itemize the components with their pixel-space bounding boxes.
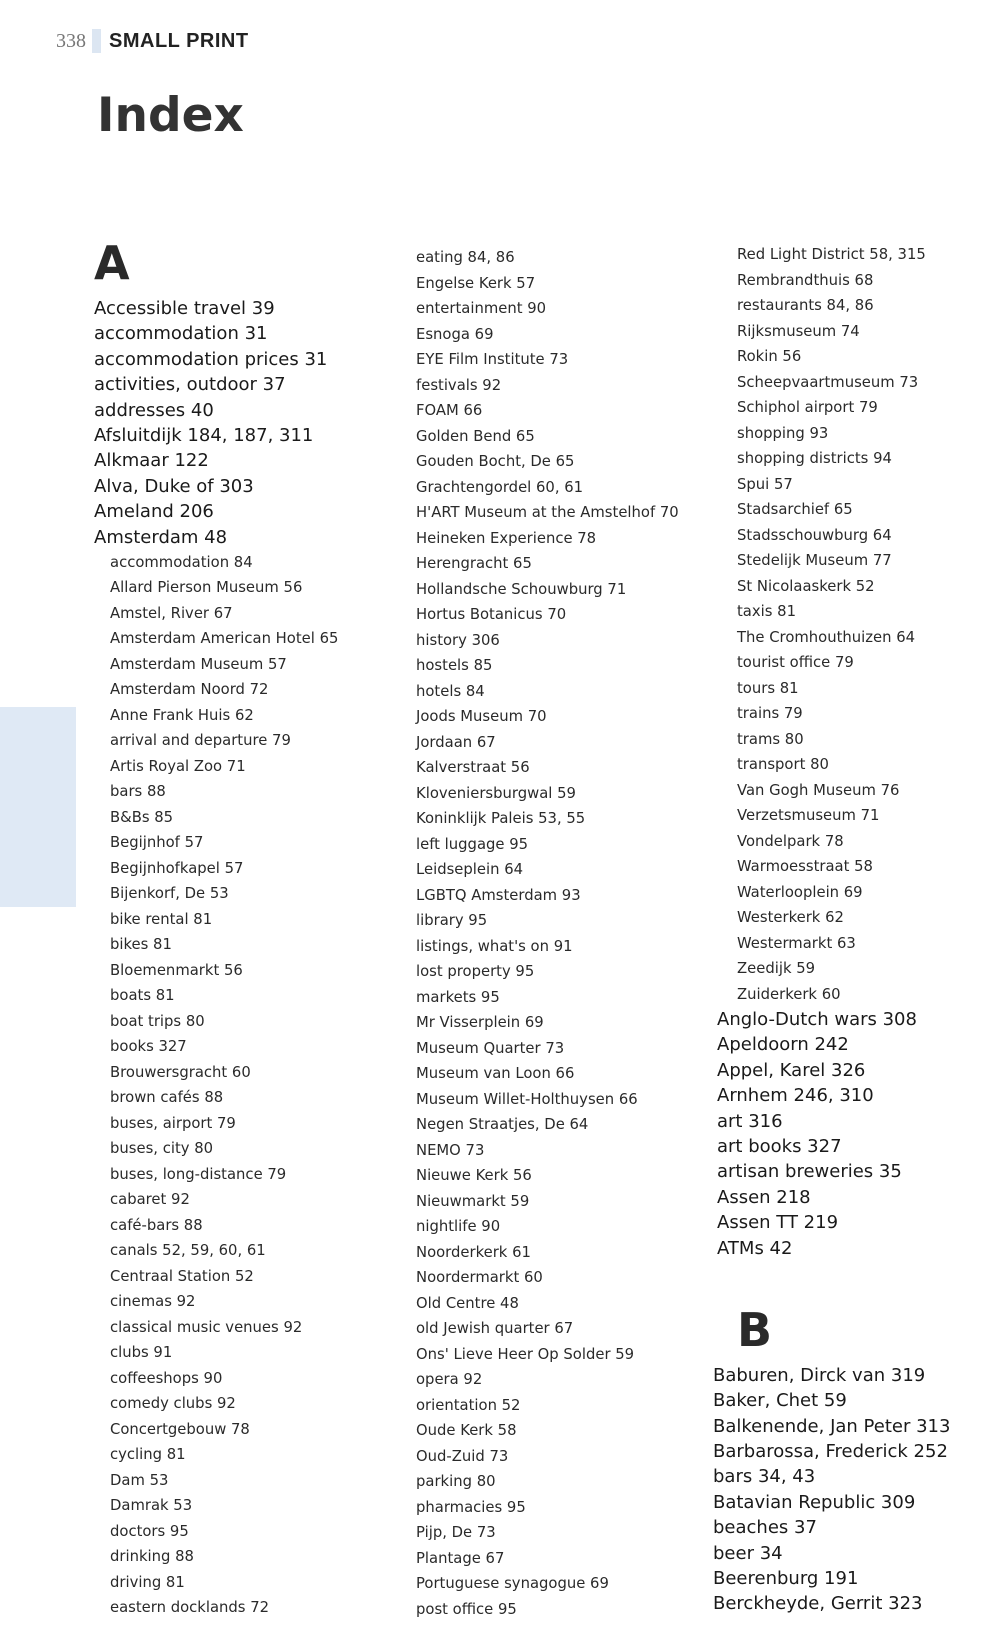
index-subentry: Stadsarchief 65	[737, 501, 853, 518]
index-subentry: boats 81	[110, 987, 175, 1005]
index-entry: Arnhem 246, 310	[717, 1085, 874, 1107]
index-subentry: Koninklijk Paleis 53, 55	[416, 810, 586, 827]
index-subentry: hostels 85	[416, 657, 493, 674]
index-subentry: Bloemenmarkt 56	[110, 961, 243, 979]
index-entry: art 316	[717, 1110, 783, 1132]
index-subentry: eastern docklands 72	[110, 1599, 270, 1617]
index-subentry: Amsterdam American Hotel 65	[110, 630, 339, 648]
index-subentry: lost property 95	[416, 963, 535, 980]
index-subentry: EYE Film Institute 73	[416, 351, 569, 368]
header-divider-bar	[92, 29, 101, 53]
index-subentry: Concertgebouw 78	[110, 1420, 250, 1438]
index-subentry: buses, long-distance 79	[110, 1165, 287, 1183]
index-subentry: listings, what's on 91	[416, 937, 573, 955]
index-subentry: tourist office 79	[737, 654, 854, 671]
index-subentry: H'ART Museum at the Amstelhof 70	[416, 504, 679, 521]
index-subentry: buses, city 80	[110, 1140, 214, 1158]
index-entry: Amsterdam 48	[94, 526, 228, 548]
index-entry: artisan breweries 35	[717, 1161, 902, 1183]
index-entry: ATMs 42	[717, 1237, 793, 1259]
index-entry: accommodation prices 31	[94, 348, 328, 370]
index-subentry: trams 80	[737, 730, 804, 748]
index-subentry: Stadsschouwburg 64	[737, 526, 892, 544]
index-subentry: taxis 81	[737, 603, 796, 620]
index-entry: Baburen, Dirck van 319	[713, 1364, 926, 1386]
index-subentry: Begijnhofkapel 57	[110, 859, 244, 877]
index-subentry: bike rental 81	[110, 910, 213, 928]
index-subentry: Museum van Loon 66	[416, 1065, 575, 1082]
index-subentry: Kloveniersburgwal 59	[416, 784, 576, 802]
index-subentry: Brouwersgracht 60	[110, 1063, 251, 1081]
index-entry: Alva, Duke of 303	[94, 475, 254, 497]
index-subentry: transport 80	[737, 756, 829, 773]
index-subentry: Schiphol airport 79	[737, 399, 878, 416]
index-subentry: Nieuwe Kerk 56	[416, 1167, 532, 1184]
index-subentry: driving 81	[110, 1573, 185, 1591]
index-subentry: Museum Willet-Holthuysen 66	[416, 1090, 638, 1108]
b-entries-list	[713, 1363, 987, 1617]
index-subentry: Joods Museum 70	[416, 708, 547, 725]
index-subentry: Engelse Kerk 57	[416, 274, 536, 292]
index-subentry: Stedelijk Museum 77	[737, 552, 892, 569]
index-subentry: pharmacies 95	[416, 1498, 526, 1516]
index-subentry: Herengracht 65	[416, 555, 532, 572]
running-header	[56, 26, 249, 56]
index-subentry: Waterlooplein 69	[737, 883, 863, 901]
index-subentry: Amsterdam Noord 72	[110, 681, 269, 699]
index-entry: Beerenburg 191	[713, 1568, 859, 1590]
index-entry: Baker, Chet 59	[713, 1390, 847, 1412]
page-title: Index	[97, 88, 244, 143]
index-subentry: trains 79	[737, 705, 803, 722]
index-subentry: Noordermarkt 60	[416, 1269, 543, 1286]
index-subentry: St Nicolaaskerk 52	[737, 577, 875, 595]
index-subentry: Van Gogh Museum 76	[737, 781, 900, 799]
index-subentry: Nieuwmarkt 59	[416, 1192, 530, 1210]
index-entry: addresses 40	[94, 399, 214, 421]
index-entry: activities, outdoor 37	[94, 374, 286, 396]
index-subentry: Rokin 56	[737, 348, 802, 365]
index-subentry: books 327	[110, 1038, 187, 1056]
index-column-1	[94, 232, 394, 1621]
index-subentry: Amsterdam Museum 57	[110, 655, 287, 673]
letter-heading-a: A	[94, 236, 130, 290]
index-subentry: Begijnhof 57	[110, 834, 204, 852]
index-subentry: eating 84, 86	[416, 249, 515, 266]
index-subentry: accommodation 84	[110, 553, 253, 571]
index-entry: Balkenende, Jan Peter 313	[713, 1415, 951, 1437]
main-entries-list	[717, 1007, 987, 1261]
index-subentry: The Cromhouthuizen 64	[737, 628, 916, 646]
index-subentry: Scheepvaartmuseum 73	[737, 373, 919, 391]
index-subentry: LGBTQ Amsterdam 93	[416, 886, 581, 904]
index-subentry: old Jewish quarter 67	[416, 1320, 574, 1337]
index-subentry: library 95	[416, 912, 488, 929]
index-subentry: Golden Bend 65	[416, 427, 535, 445]
index-subentry: Grachtengordel 60, 61	[416, 478, 584, 496]
index-subentry: Plantage 67	[416, 1549, 505, 1567]
index-subentry: festivals 92	[416, 376, 502, 394]
main-entries-list	[94, 296, 394, 550]
index-subentry: Rijksmuseum 74	[737, 322, 860, 340]
index-subentry: cycling 81	[110, 1446, 186, 1464]
index-entry: bars 34, 43	[713, 1466, 816, 1488]
index-subentry: shopping districts 94	[737, 450, 892, 467]
index-subentry: boat trips 80	[110, 1012, 205, 1030]
index-subentry: café-bars 88	[110, 1216, 203, 1234]
index-entry: beaches 37	[713, 1517, 817, 1539]
index-subentry: Vondelpark 78	[737, 832, 844, 850]
index-subentry: FOAM 66	[416, 402, 483, 419]
index-column-2	[416, 245, 716, 1622]
index-subentry: Westerkerk 62	[737, 909, 844, 926]
index-subentry: Verzetsmuseum 71	[737, 807, 880, 824]
index-subentry: Portuguese synagogue 69	[416, 1575, 609, 1592]
index-entry: Ameland 206	[94, 501, 214, 523]
index-subentry: Leidseplein 64	[416, 861, 524, 878]
page-number: 338	[56, 29, 86, 52]
index-subentry: brown cafés 88	[110, 1089, 224, 1107]
index-subentry: Allard Pierson Museum 56	[110, 579, 303, 597]
index-subentry: Westermarkt 63	[737, 934, 856, 952]
index-subentry: bikes 81	[110, 936, 172, 954]
index-subentry: Jordaan 67	[416, 733, 496, 751]
index-entry: Assen 218	[717, 1186, 811, 1208]
index-subentry: hotels 84	[416, 682, 485, 700]
index-subentry: Heineken Experience 78	[416, 529, 597, 547]
side-thumb-tab	[0, 707, 76, 907]
index-subentry: Centraal Station 52	[110, 1267, 254, 1285]
index-subentry: orientation 52	[416, 1396, 521, 1414]
index-subentry: Oud-Zuid 73	[416, 1447, 509, 1465]
index-subentry: Red Light District 58, 315	[737, 246, 926, 263]
index-subentry: classical music venues 92	[110, 1318, 303, 1336]
index-subentry: drinking 88	[110, 1548, 194, 1566]
index-subentry: Oude Kerk 58	[416, 1422, 517, 1439]
index-subentry: coffeeshops 90	[110, 1369, 223, 1387]
index-subentry: buses, airport 79	[110, 1114, 236, 1132]
index-entry: Accessible travel 39	[94, 298, 275, 319]
index-entry: accommodation 31	[94, 323, 268, 345]
index-subentry: B&Bs 85	[110, 808, 174, 826]
index-entry: Berckheyde, Gerrit 323	[713, 1593, 923, 1615]
index-subentry: Mr Visserplein 69	[416, 1014, 544, 1031]
index-subentry: Anne Frank Huis 62	[110, 706, 254, 724]
index-entry: Alkmaar 122	[94, 450, 209, 472]
index-subentry: Kalverstraat 56	[416, 759, 530, 776]
index-subentry: doctors 95	[110, 1522, 189, 1540]
index-subentry: comedy clubs 92	[110, 1395, 236, 1413]
index-subentry: arrival and departure 79	[110, 732, 291, 750]
index-subentry: nightlife 90	[416, 1218, 501, 1235]
index-column-3	[713, 242, 987, 1617]
index-subentry: cinemas 92	[110, 1293, 196, 1311]
index-subentry: Bijenkorf, De 53	[110, 885, 229, 903]
index-subentry: Rembrandthuis 68	[737, 271, 874, 289]
amsterdam-subentries-list	[737, 242, 987, 1007]
index-subentry: history 306	[416, 631, 500, 649]
index-subentry: cabaret 92	[110, 1191, 190, 1209]
index-subentry: restaurants 84, 86	[737, 297, 874, 314]
index-subentry: NEMO 73	[416, 1141, 485, 1159]
index-entry: Barbarossa, Frederick 252	[713, 1441, 948, 1463]
index-subentry: entertainment 90	[416, 300, 547, 317]
index-subentry: Dam 53	[110, 1471, 169, 1489]
index-subentry: Zeedijk 59	[737, 960, 816, 977]
index-subentry: Zuiderkerk 60	[737, 985, 841, 1003]
index-subentry: Esnoga 69	[416, 325, 494, 343]
index-subentry: Amstel, River 67	[110, 604, 233, 622]
index-entry: Batavian Republic 309	[713, 1491, 916, 1513]
index-subentry: markets 95	[416, 988, 500, 1006]
index-subentry: Hortus Botanicus 70	[416, 606, 567, 623]
index-subentry: canals 52, 59, 60, 61	[110, 1242, 266, 1260]
index-subentry: Negen Straatjes, De 64	[416, 1116, 589, 1133]
index-subentry: Damrak 53	[110, 1497, 193, 1515]
index-entry: Afsluitdijk 184, 187, 311	[94, 424, 314, 446]
section-title: SMALL PRINT	[109, 29, 249, 52]
index-subentry: Noorderkerk 61	[416, 1243, 531, 1261]
index-subentry: Old Centre 48	[416, 1294, 519, 1312]
index-subentry: left luggage 95	[416, 835, 529, 853]
index-subentry: Pijp, De 73	[416, 1524, 496, 1541]
amsterdam-subentries-list	[94, 550, 394, 1621]
index-entry: Anglo-Dutch wars 308	[717, 1009, 917, 1030]
index-subentry: Museum Quarter 73	[416, 1039, 565, 1057]
index-subentry: shopping 93	[737, 424, 829, 442]
index-subentry: post office 95	[416, 1600, 517, 1618]
index-subentry: Warmoesstraat 58	[737, 858, 873, 875]
index-subentry: parking 80	[416, 1473, 496, 1490]
index-subentry: Artis Royal Zoo 71	[110, 757, 246, 775]
index-subentry: Gouden Bocht, De 65	[416, 453, 575, 470]
index-subentry: tours 81	[737, 679, 799, 697]
index-entry: Assen TT 219	[717, 1212, 839, 1234]
index-subentry: Spui 57	[737, 475, 793, 493]
index-subentry: clubs 91	[110, 1344, 173, 1362]
index-subentry: Hollandsche Schouwburg 71	[416, 580, 627, 598]
index-entry: beer 34	[713, 1542, 783, 1564]
amsterdam-subentries-list	[416, 245, 716, 1622]
index-entry: Apeldoorn 242	[717, 1034, 849, 1056]
index-entry: Appel, Karel 326	[717, 1059, 866, 1081]
index-subentry: opera 92	[416, 1371, 483, 1388]
index-subentry: Ons' Lieve Heer Op Solder 59	[416, 1345, 635, 1363]
letter-heading-b: B	[737, 1302, 773, 1357]
index-entry: art books 327	[717, 1135, 842, 1157]
index-subentry: bars 88	[110, 783, 166, 801]
